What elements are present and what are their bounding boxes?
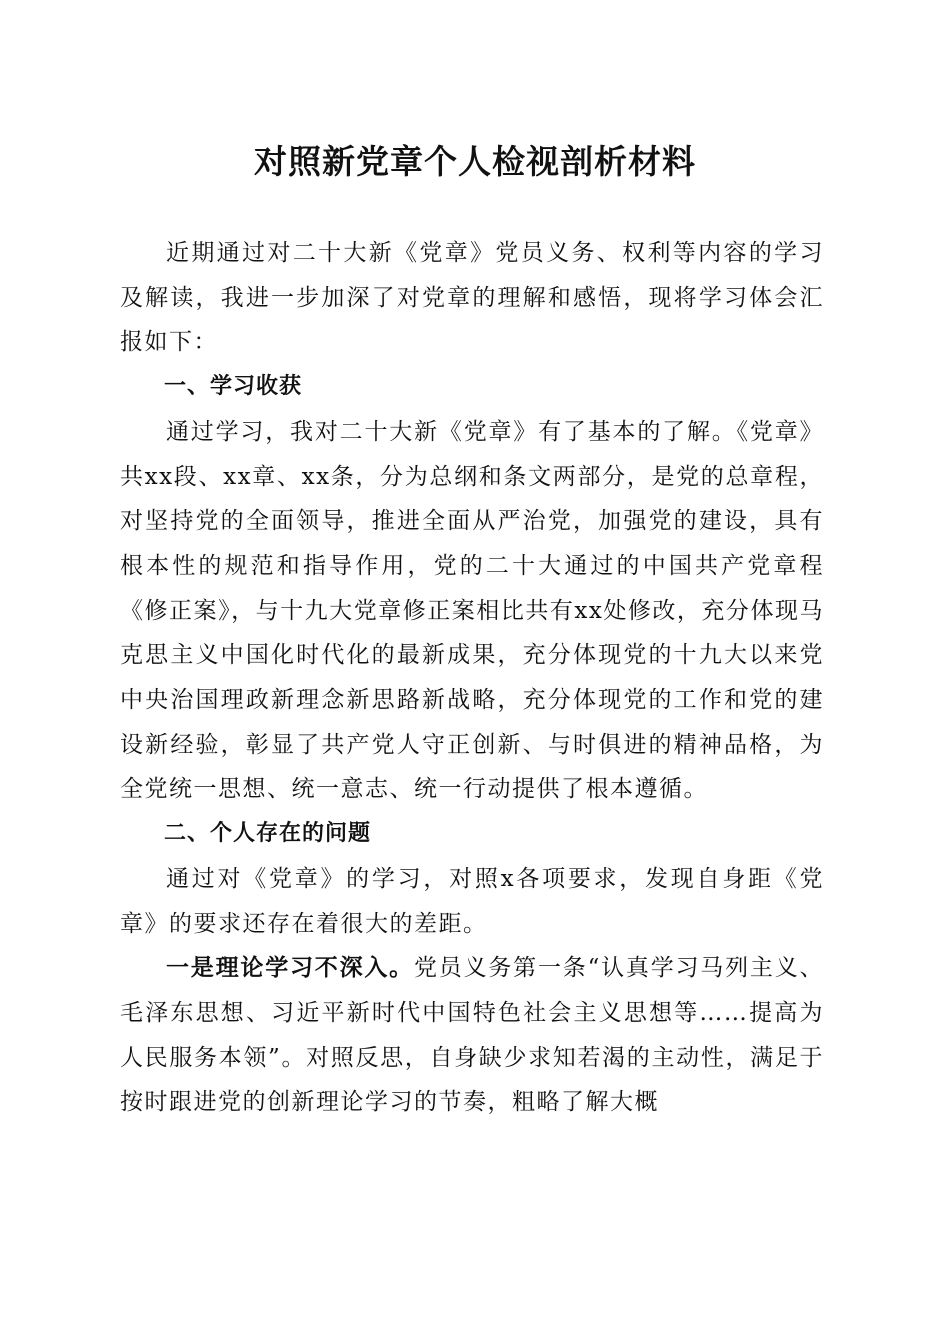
section-heading-study-gains: 一、学习收获 xyxy=(164,374,303,400)
document-title: 对照新党章个人检视剖析材料 xyxy=(254,142,696,181)
intro-paragraph: 近期通过对二十大新《党章》党员义务、权利等内容的学习及解读，我进一步加深了对党章的理解和感悟，现将学习体会汇报如下： xyxy=(120,240,824,356)
problem-point-1 xyxy=(120,946,824,1125)
problem-point-1-text: 党员义务第一条“认真学习马列主义、毛泽东思想、习近平新时代中国特色社会主义思想等……提高为人民服务本领”。对照反思，自身缺少求知若渴的主动性，满足于按时跟进党的创新理论学习的节奏，粗略了解大概 xyxy=(120,955,825,1116)
personal-problems-paragraph: 通过对《党章》的学习，对照x各项要求，发现自身距《党章》的要求还存在着很大的差距。 xyxy=(120,865,824,937)
document-body xyxy=(120,231,824,1125)
study-gains-paragraph: 通过学习，我对二十大新《党章》有了基本的了解。《党章》共xx段、xx章、xx条，分为总纲和条文两部分，是党的总章程，对坚持党的全面领导，推进全面从严治党，加强党的建设，具有根本性的规范和指导作用，党的二十大通过的中国共产党章程《修正案》，与十九大党章修正案相比共有xx处修改，充分体现马克思主义中国化时代化的最新成果，充分体现党的十九大以来党中央治国理政新理念新思路新战略，充分体现党的工作和党的建设新经验，彰显了共产党人守正创新、与时俱进的精神品格，为全党统一思想、统一意志、统一行动提供了根本遵循。 xyxy=(120,418,824,803)
section-heading-personal-problems: 二、个人存在的问题 xyxy=(164,821,372,847)
problem-point-1-lead: 一是理论学习不深入。 xyxy=(166,955,414,982)
